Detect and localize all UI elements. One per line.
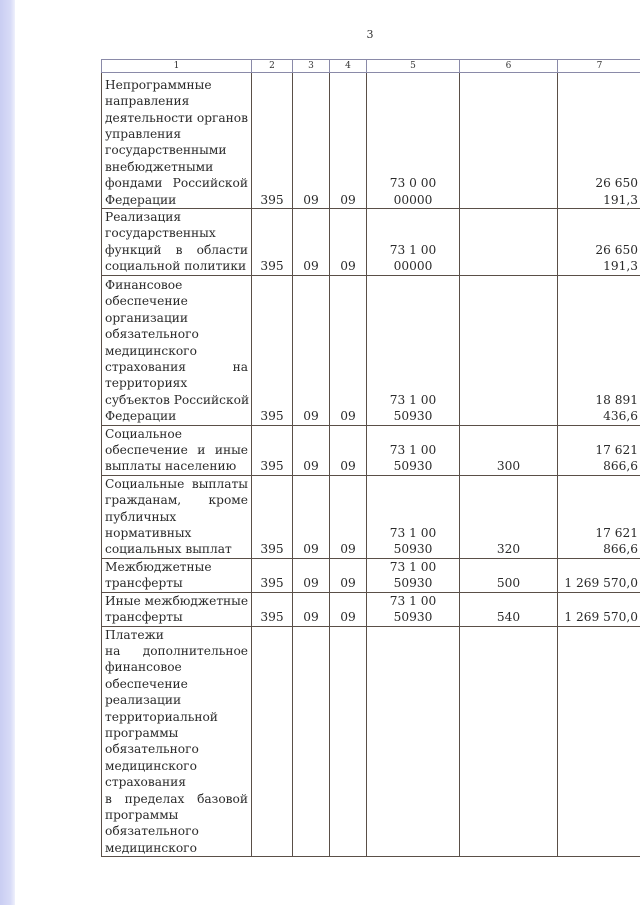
row-grbs: 395 xyxy=(252,209,293,276)
row-amount: 26 650 191,3 xyxy=(558,209,640,276)
row-name-line: обеспечение xyxy=(105,676,188,691)
page-number: 3 xyxy=(366,28,374,41)
row-name-line: Межбюджетные xyxy=(105,559,212,574)
table-row xyxy=(102,275,640,425)
row-name-line: реализации xyxy=(105,693,182,708)
row-amount: 17 621 866,6 xyxy=(558,475,640,558)
row-target-article xyxy=(367,626,460,857)
row-amount xyxy=(558,626,640,857)
row-name-line: Непрограммные xyxy=(105,77,212,92)
row-name-line: выплаты населению xyxy=(105,459,237,474)
table-row xyxy=(102,592,640,626)
col-header-5: 5 xyxy=(367,60,460,73)
row-subsection xyxy=(330,626,367,857)
row-subsection: 09 xyxy=(330,475,367,558)
row-name-line: деятельности органов xyxy=(105,110,248,125)
row-name-line: Федерации xyxy=(105,192,177,207)
row-name-line: на дополнительное xyxy=(105,643,248,658)
col-header-7: 7 xyxy=(558,60,640,73)
row-name-line: трансферты xyxy=(105,576,183,591)
row-name-line: управления xyxy=(105,126,182,141)
row-target-article: 73 1 00 50930 xyxy=(367,275,460,425)
row-name xyxy=(102,275,252,425)
row-subsection: 09 xyxy=(330,425,367,475)
header-row xyxy=(102,60,640,73)
row-name-line: организации xyxy=(105,310,189,325)
scan-edge xyxy=(0,0,15,905)
row-name-line: финансовое xyxy=(105,660,182,675)
row-name-line: территориальной xyxy=(105,709,218,724)
row-name xyxy=(102,592,252,626)
row-amount: 26 650 191,3 xyxy=(558,73,640,209)
row-name-line: территориях xyxy=(105,376,188,391)
row-expense-type xyxy=(460,626,558,857)
col-header-1: 1 xyxy=(102,60,252,73)
row-name-line: государственных xyxy=(105,226,216,241)
row-expense-type xyxy=(460,275,558,425)
col-header-3: 3 xyxy=(293,60,330,73)
row-grbs: 395 xyxy=(252,275,293,425)
row-name-line: социальных выплат xyxy=(105,542,232,557)
row-name-line: Иные межбюджетные xyxy=(105,593,249,608)
row-name-line: внебюджетными xyxy=(105,159,214,174)
row-subsection: 09 xyxy=(330,275,367,425)
row-name-line: гражданам, кроме xyxy=(105,493,248,508)
row-target-article: 73 0 00 00000 xyxy=(367,73,460,209)
row-section: 09 xyxy=(293,425,330,475)
row-section: 09 xyxy=(293,558,330,592)
row-section xyxy=(293,626,330,857)
row-name-line: медицинского xyxy=(105,343,197,358)
row-grbs xyxy=(252,626,293,857)
row-amount: 17 621 866,6 xyxy=(558,425,640,475)
row-name xyxy=(102,475,252,558)
row-name-line: фондами Российской xyxy=(105,176,248,191)
row-name-line: обязательного xyxy=(105,327,199,342)
col-header-6: 6 xyxy=(460,60,558,73)
row-target-article: 73 1 00 00000 xyxy=(367,209,460,276)
table-row xyxy=(102,475,640,558)
row-name-line: трансферты xyxy=(105,610,183,625)
row-name-line: субъектов Российской xyxy=(105,392,250,407)
row-grbs: 395 xyxy=(252,425,293,475)
row-grbs: 395 xyxy=(252,475,293,558)
row-target-article: 73 1 00 50930 xyxy=(367,592,460,626)
row-subsection: 09 xyxy=(330,558,367,592)
row-name xyxy=(102,626,252,857)
row-target-article: 73 1 00 50930 xyxy=(367,475,460,558)
row-name-line: страхования xyxy=(105,775,186,790)
row-name-line: Федерации xyxy=(105,409,177,424)
row-expense-type: 500 xyxy=(460,558,558,592)
col-header-2: 2 xyxy=(252,60,293,73)
col-header-4: 4 xyxy=(330,60,367,73)
row-expense-type: 540 xyxy=(460,592,558,626)
budget-table xyxy=(101,59,640,857)
row-amount: 18 891 436,6 xyxy=(558,275,640,425)
row-section: 09 xyxy=(293,275,330,425)
row-name-line: публичных xyxy=(105,509,177,524)
row-grbs: 395 xyxy=(252,73,293,209)
row-name-line: государственными xyxy=(105,143,227,158)
row-name xyxy=(102,558,252,592)
row-expense-type: 320 xyxy=(460,475,558,558)
row-section: 09 xyxy=(293,73,330,209)
row-subsection: 09 xyxy=(330,592,367,626)
row-name-line: медицинского xyxy=(105,758,197,773)
row-section: 09 xyxy=(293,475,330,558)
table-row xyxy=(102,209,640,276)
row-subsection: 09 xyxy=(330,209,367,276)
table-row xyxy=(102,558,640,592)
row-expense-type xyxy=(460,73,558,209)
table-row xyxy=(102,425,640,475)
row-name-line: программы xyxy=(105,725,179,740)
row-name-line: программы xyxy=(105,807,179,822)
row-name-line: Финансовое xyxy=(105,277,183,292)
row-amount: 1 269 570,0 xyxy=(558,592,640,626)
row-amount: 1 269 570,0 xyxy=(558,558,640,592)
row-name-line: направления xyxy=(105,94,190,109)
row-expense-type: 300 xyxy=(460,425,558,475)
row-name-line: обязательного xyxy=(105,824,199,839)
row-section: 09 xyxy=(293,592,330,626)
row-name-line: в пределах базовой xyxy=(105,791,248,806)
row-grbs: 395 xyxy=(252,592,293,626)
row-name-line: Социальное xyxy=(105,426,182,441)
table-row xyxy=(102,73,640,209)
row-grbs: 395 xyxy=(252,558,293,592)
row-name-line: функций в области xyxy=(105,242,248,257)
row-name-line: нормативных xyxy=(105,526,192,541)
row-target-article: 73 1 00 50930 xyxy=(367,425,460,475)
table-row xyxy=(102,626,640,857)
row-name-line: социальной политики xyxy=(105,259,247,274)
row-name-line: обязательного xyxy=(105,742,199,757)
row-name xyxy=(102,209,252,276)
row-name-line: Социальные выплаты xyxy=(105,476,248,491)
row-name-line: Реализация xyxy=(105,210,182,224)
row-section: 09 xyxy=(293,209,330,276)
row-expense-type xyxy=(460,209,558,276)
row-target-article: 73 1 00 50930 xyxy=(367,558,460,592)
row-name xyxy=(102,425,252,475)
row-subsection: 09 xyxy=(330,73,367,209)
row-name xyxy=(102,73,252,209)
row-name-line: медицинского xyxy=(105,840,197,855)
row-name-line: обеспечение и иные xyxy=(105,443,248,458)
row-name-line: обеспечение xyxy=(105,294,188,309)
row-name-line: страхования на xyxy=(105,360,248,374)
row-name-line: Платежи xyxy=(105,627,164,642)
